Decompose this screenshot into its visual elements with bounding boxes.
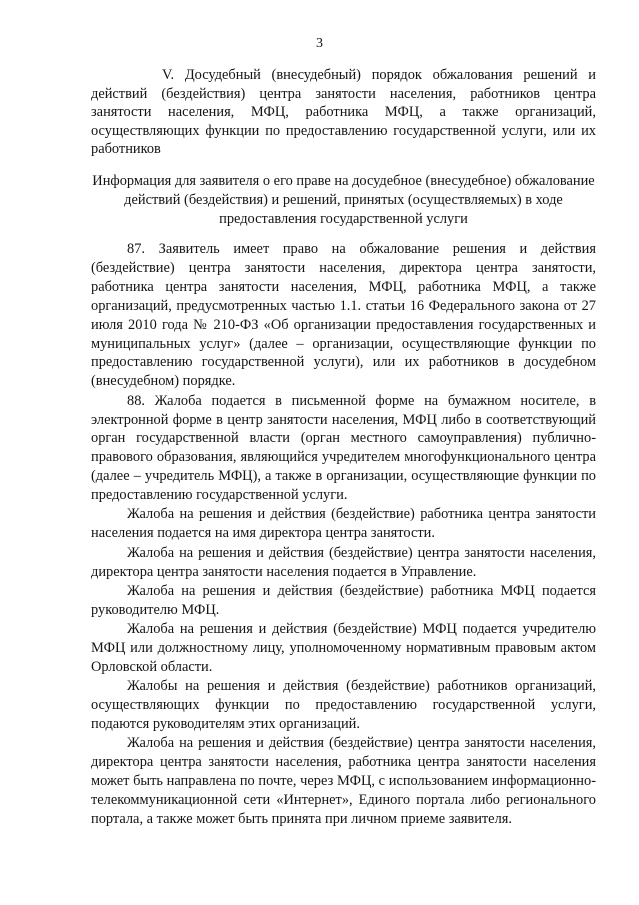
paragraph: Жалоба на решения и действия (бездействие) центра занятости населения, директора центра занятости населения подается в Управление. [91, 544, 596, 580]
document-body [91, 240, 596, 829]
paragraph: Жалобы на решения и действия (бездействие) работников организаций, осуществляющих функции по предоставлению государственной услуги, подаются руководителям этих организаций. [91, 678, 596, 732]
paragraph-88: 88. Жалоба подается в письменной форме на бумажном носителе, в электронной форме в центр занятости населения, МФЦ либо в соответствующий орган государственной власти (орган местного самоуправления) публично-правового образования, являющийся учредителем многофункционального центра (далее – учредитель МФЦ), а также в организации, осуществляющие функции по предоставлению государственной услуги. [91, 392, 596, 504]
paragraph: Жалоба на решения и действия (бездействие) работника центра занятости населения подается на имя директора центра занятости. [91, 506, 596, 542]
paragraph: Жалоба на решения и действия (бездействие) работника МФЦ подается руководителю МФЦ. [91, 582, 596, 618]
info-heading: Информация для заявителя о его праве на досудебное (внесудебное) обжалование действий (бездействия) и решений, принятых (осуществляемых) в ходе предоставления государственной услуги [92, 173, 595, 227]
paragraph: Жалоба на решения и действия (бездействие) центра занятости населения, директора центра занятости населения, работника центра занятости населения может быть направлена по почте, через МФЦ, с использованием информационно-телекоммуникационной сети «Интернет», Единого портала либо регионального портала, а также может быть принята при личном приеме заявителя. [91, 735, 596, 827]
section-heading: V. Досудебный (внесудебный) порядок обжалования решений и действий (бездействия) центра занятости населения, работников центра занятости населения, МФЦ, работника МФЦ, а также организаций, осуществляющих функции по предоставлению государственной услуги, или их работников [91, 67, 596, 158]
page-number: 3 [316, 36, 323, 51]
paragraph: Жалоба на решения и действия (бездействие) МФЦ подается учредителю МФЦ или должностному лицу, уполномоченному нормативным правовым актом Орловской области. [91, 621, 596, 675]
paragraph-87: 87. Заявитель имеет право на обжалование решения и действия (бездействие) центра занятости населения, директора центра занятости, работника центра занятости населения, МФЦ, работника МФЦ, а также организаций, предусмотренных частью 1.1. статьи 16 Федерального закона от 27 июля 2010 года № 210-ФЗ «Об организации предоставления государственных и муниципальных услуг» (далее – организации, осуществляющие функции по предоставлению государственной услуги), или их работников в досудебном (внесудебном) порядке. [91, 241, 596, 390]
